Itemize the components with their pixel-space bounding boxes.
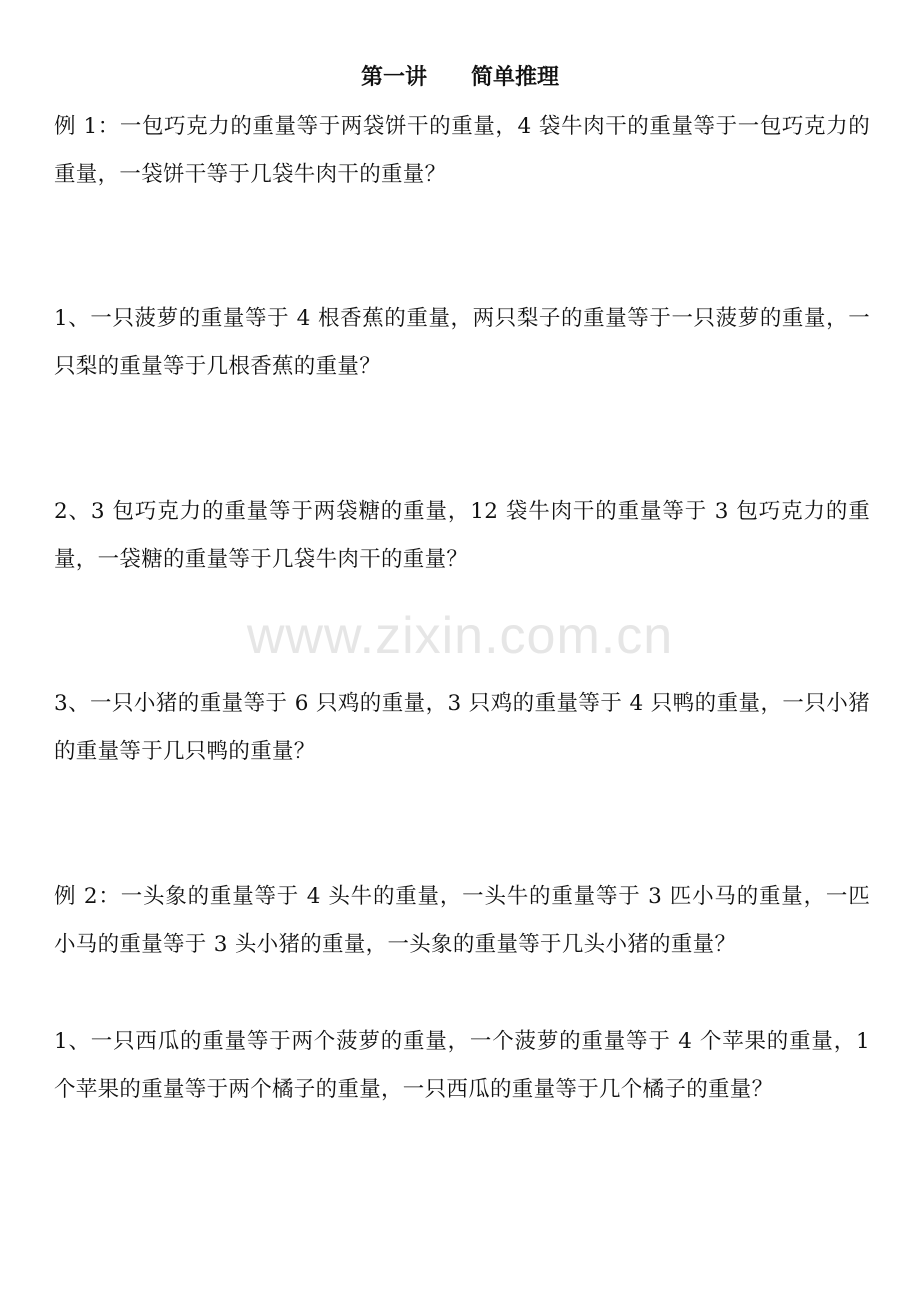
page-title: 第一讲 简单推理 [360, 65, 559, 90]
problem-2-1-text: 1、一只西瓜的重量等于两个菠萝的重量，一个菠萝的重量等于 4 个苹果的重量，1 个苹果的重量等于两个橘子的重量，一只西瓜的重量等于几个橘子的重量？ [54, 1029, 870, 1102]
watermark: www.zixin.com.cn [246, 607, 674, 665]
problem-1-2-text: 2、3 包巧克力的重量等于两袋糖的重量，12 袋牛肉干的重量等于 3 包巧克力的重量，一袋糖的重量等于几袋牛肉干的重量？ [54, 499, 870, 572]
problem-1-3-text: 3、一只小猪的重量等于 6 只鸡的重量，3 只鸡的重量等于 4 只鸭的重量，一只小猪的重量等于几只鸭的重量？ [54, 691, 870, 764]
example-2-text: 例 2：一头象的重量等于 4 头牛的重量，一头牛的重量等于 3 匹小马的重量，一匹小马的重量等于 3 头小猪的重量，一头象的重量等于几头小猪的重量？ [54, 884, 870, 957]
problem-1-1-text: 1、一只菠萝的重量等于 4 根香蕉的重量，两只梨子的重量等于一只菠萝的重量，一只梨的重量等于几根香蕉的重量？ [54, 306, 870, 379]
example-1-text: 例 1：一包巧克力的重量等于两袋饼干的重量，4 袋牛肉干的重量等于一包巧克力的重量，一袋饼干等于几袋牛肉干的重量？ [54, 114, 870, 187]
